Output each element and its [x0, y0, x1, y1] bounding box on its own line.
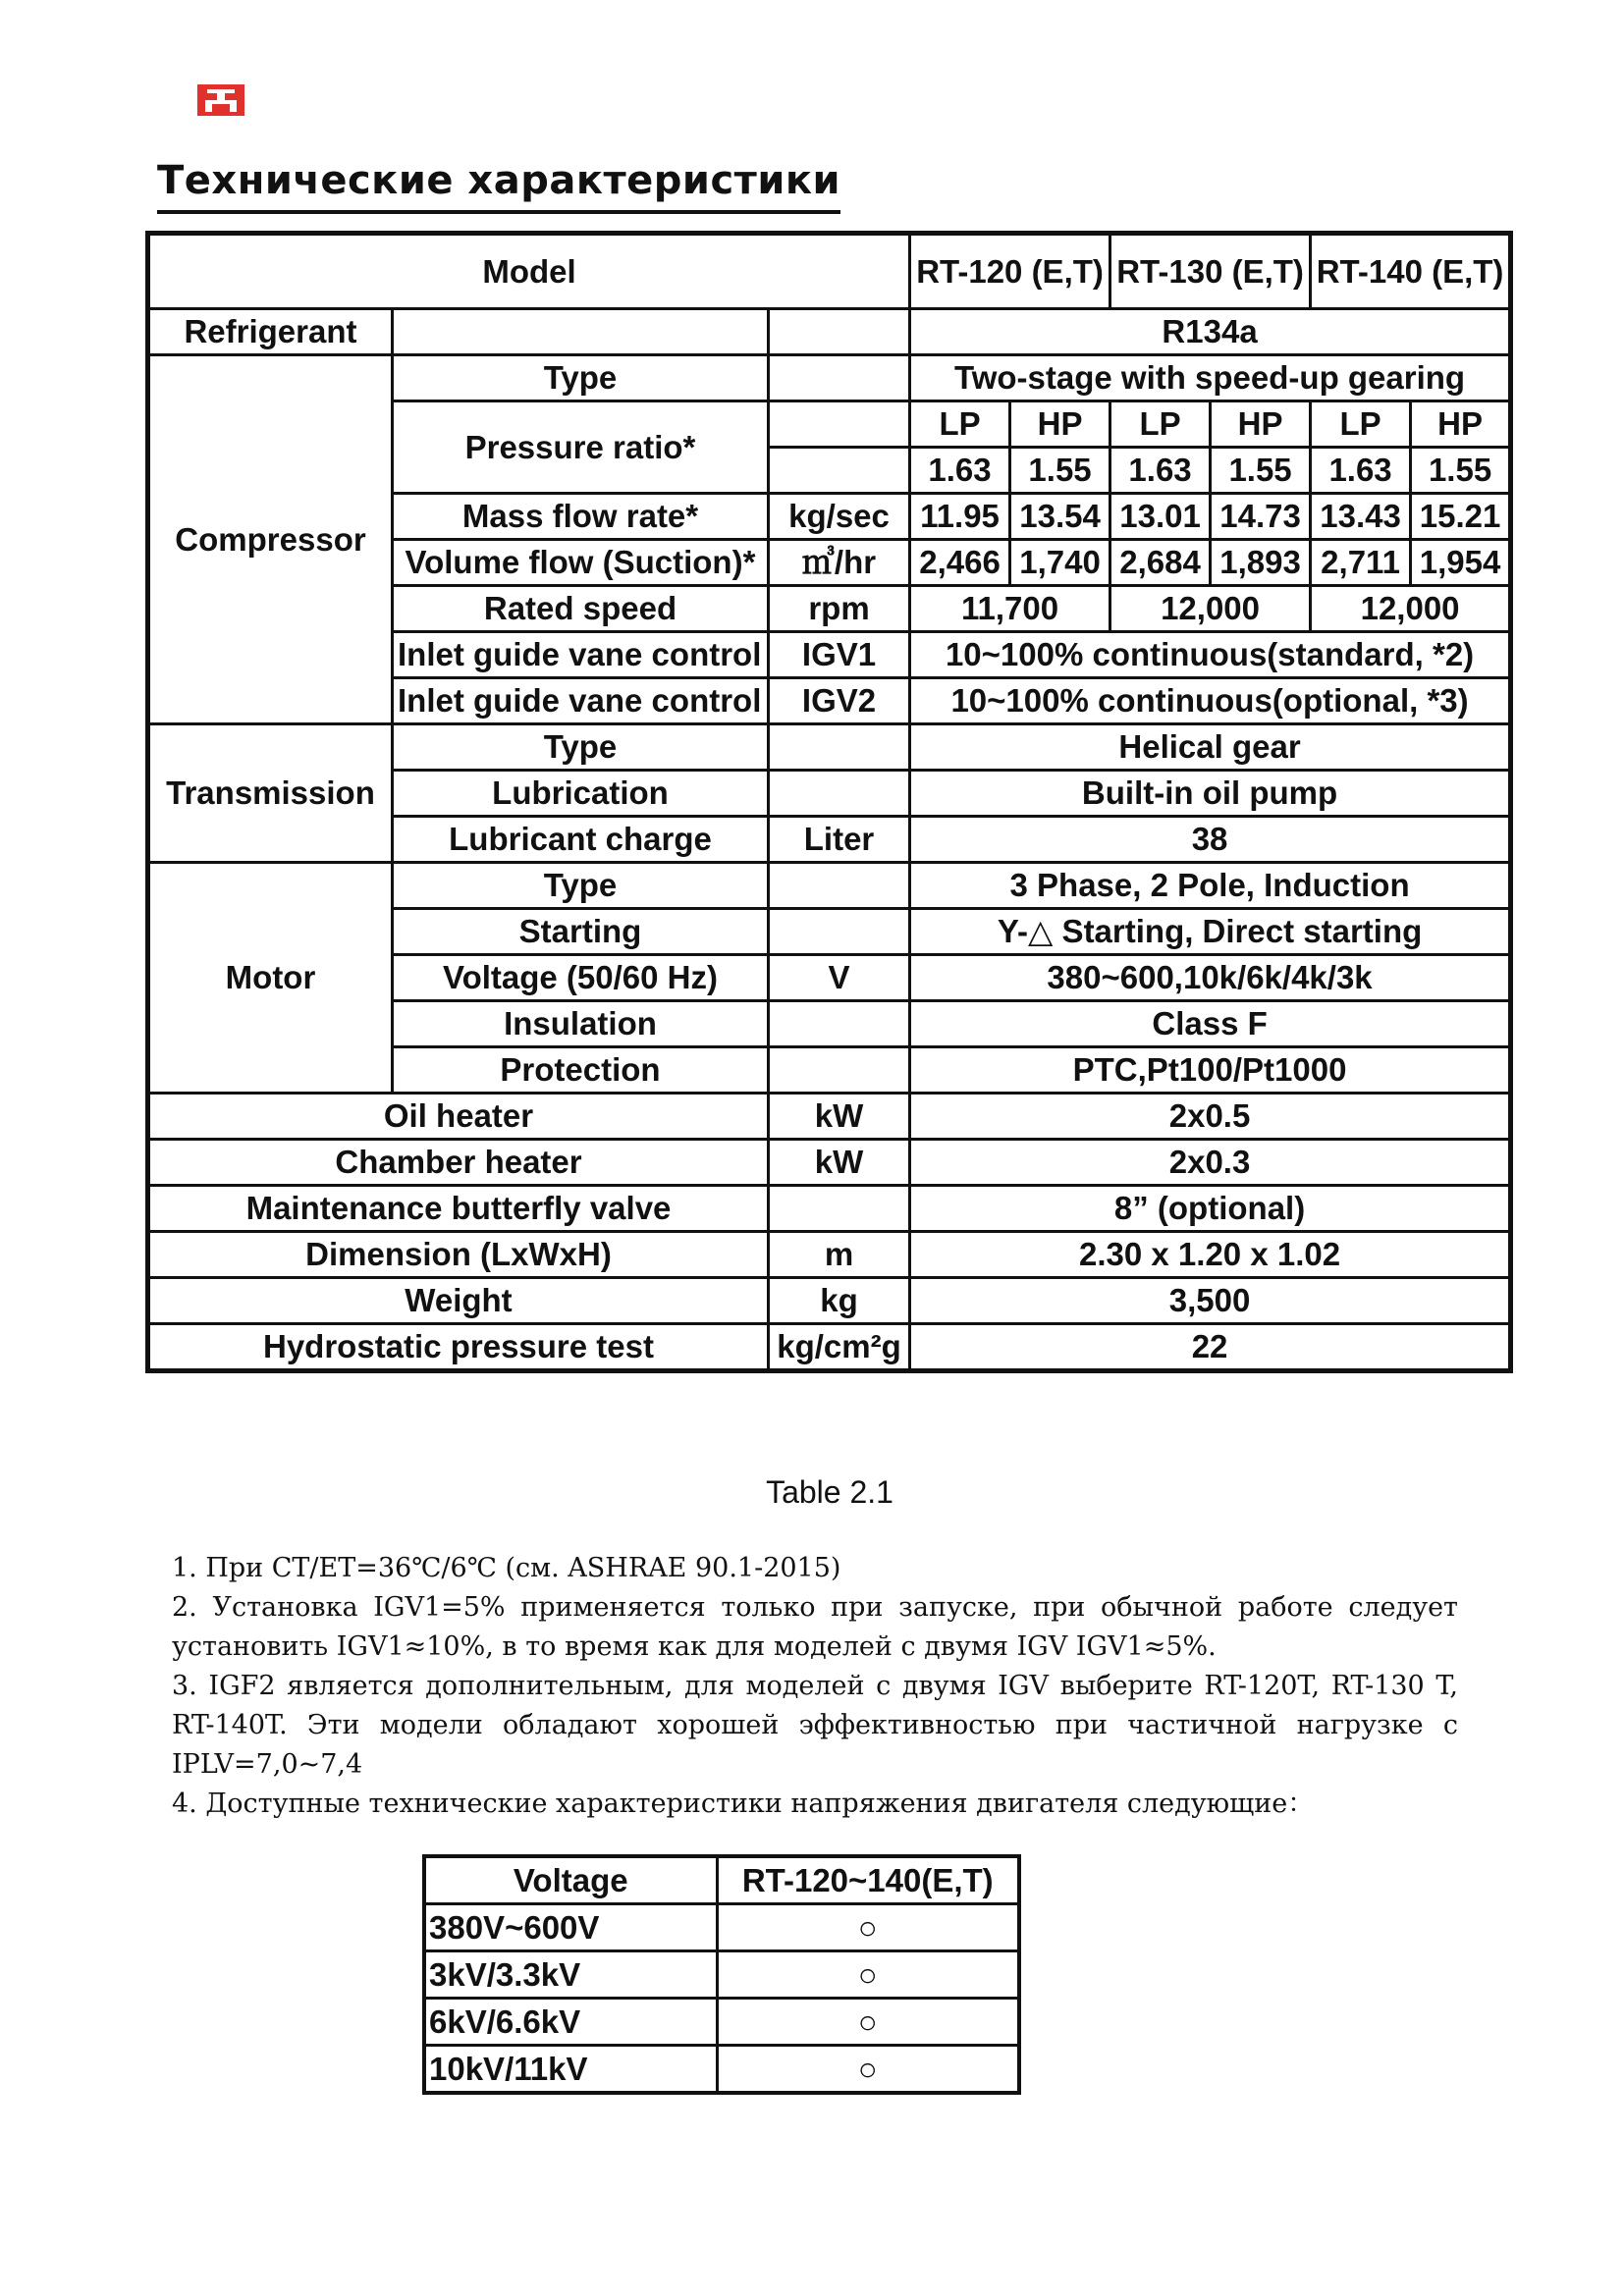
footnote: 1. При CT/ET=36℃/6℃ (см. ASHRAE 90.1-2015) — [172, 1553, 841, 1583]
footnote: 2. Установка IGV1=5% применяется только при запуске, при обычной работе следует установить IGV1≈10%, в то время как для моделей с двумя IGV IGV1≈5%. — [172, 1592, 1458, 1662]
oil-heater-value: 2x0.5 — [910, 1094, 1511, 1140]
table-row — [148, 1094, 1511, 1140]
insulation-value: Class F — [910, 1001, 1511, 1047]
voltage-table — [422, 1854, 1021, 2095]
availability-circle-icon: ○ — [717, 1904, 1019, 1951]
transmission-label: Transmission — [148, 724, 393, 863]
table-row — [424, 1951, 1019, 1999]
voltage-option: 6kV/6.6kV — [424, 1999, 717, 2046]
protection-label: Protection — [393, 1047, 769, 1094]
volume-flow-unit: ㎥/hr — [769, 540, 910, 586]
compressor-type-label: Type — [393, 355, 769, 401]
pressure-ratio-value: 1.63 — [910, 448, 1010, 494]
availability-circle-icon: ○ — [717, 1999, 1019, 2046]
availability-circle-icon: ○ — [717, 1951, 1019, 1999]
table-row — [424, 1856, 1019, 1904]
mass-flow-value: 13.43 — [1311, 494, 1411, 540]
refrigerant-label: Refrigerant — [148, 309, 393, 355]
table-row — [148, 863, 1511, 909]
table-row — [148, 724, 1511, 771]
model-rt-130: RT-130 (E,T) — [1110, 234, 1311, 309]
chamber-heater-unit: kW — [769, 1140, 910, 1186]
dimension-value: 2.30 x 1.20 x 1.02 — [910, 1232, 1511, 1278]
table-row — [148, 1232, 1511, 1278]
hydrostatic-unit: kg/cm²g — [769, 1324, 910, 1371]
volume-flow-label: Volume flow (Suction)* — [393, 540, 769, 586]
igv2-unit: IGV2 — [769, 678, 910, 724]
pressure-ratio-value: 1.63 — [1110, 448, 1211, 494]
footnote: 3. IGF2 является дополнительным, для моделей с двумя IGV выберите RT-120T, RT-130 T, RT-140T. Эти модели обладают хорошей эффективностью при частичной нагрузке с IPLV=7,0~7,4 — [172, 1671, 1458, 1780]
footnote: 4. Доступные технические характеристики напряжения двигателя следующие： — [172, 1789, 1315, 1819]
voltage-value: 380~600,10k/6k/4k/3k — [910, 955, 1511, 1001]
hydrostatic-value: 22 — [910, 1324, 1511, 1371]
table-row — [148, 234, 1511, 309]
rated-speed-value: 11,700 — [910, 586, 1110, 632]
compressor-label: Compressor — [148, 355, 393, 724]
rated-speed-label: Rated speed — [393, 586, 769, 632]
voltage-label: Voltage (50/60 Hz) — [393, 955, 769, 1001]
table-row — [148, 1324, 1511, 1371]
chamber-heater-label: Chamber heater — [148, 1140, 769, 1186]
refrigerant-value: R134a — [910, 309, 1511, 355]
transmission-type-value: Helical gear — [910, 724, 1511, 771]
motor-type-value: 3 Phase, 2 Pole, Induction — [910, 863, 1511, 909]
lp-header: LP — [910, 401, 1010, 448]
chamber-heater-value: 2x0.3 — [910, 1140, 1511, 1186]
rated-speed-value: 12,000 — [1311, 586, 1511, 632]
volume-flow-value: 2,684 — [1110, 540, 1211, 586]
rated-speed-value: 12,000 — [1110, 586, 1311, 632]
footnotes — [172, 1549, 1458, 1824]
lubricant-charge-value: 38 — [910, 817, 1511, 863]
volume-flow-value: 1,740 — [1010, 540, 1110, 586]
volume-flow-value: 1,954 — [1411, 540, 1511, 586]
igv1-label: Inlet guide vane control — [393, 632, 769, 678]
dimension-label: Dimension (LxWxH) — [148, 1232, 769, 1278]
volume-flow-value: 2,711 — [1311, 540, 1411, 586]
lubrication-value: Built-in oil pump — [910, 771, 1511, 817]
starting-label: Starting — [393, 909, 769, 955]
table-row — [424, 1904, 1019, 1951]
lubricant-charge-label: Lubricant charge — [393, 817, 769, 863]
protection-value: PTC,Pt100/Pt1000 — [910, 1047, 1511, 1094]
igv2-value: 10~100% continuous(optional, *3) — [910, 678, 1511, 724]
model-rt-140: RT-140 (E,T) — [1311, 234, 1511, 309]
mass-flow-label: Mass flow rate* — [393, 494, 769, 540]
hp-header: HP — [1411, 401, 1511, 448]
pressure-ratio-value: 1.55 — [1010, 448, 1110, 494]
starting-value: Y-△ Starting, Direct starting — [910, 909, 1511, 955]
hp-header: HP — [1211, 401, 1311, 448]
rated-speed-unit: rpm — [769, 586, 910, 632]
weight-value: 3,500 — [910, 1278, 1511, 1324]
igv1-unit: IGV1 — [769, 632, 910, 678]
mass-flow-unit: kg/sec — [769, 494, 910, 540]
lubricant-charge-unit: Liter — [769, 817, 910, 863]
igv2-label: Inlet guide vane control — [393, 678, 769, 724]
model-range-header: RT-120~140(E,T) — [717, 1856, 1019, 1904]
butterfly-valve-value: 8” (optional) — [910, 1186, 1511, 1232]
mass-flow-value: 13.54 — [1010, 494, 1110, 540]
table-row — [424, 1999, 1019, 2046]
mass-flow-value: 14.73 — [1211, 494, 1311, 540]
oil-heater-label: Oil heater — [148, 1094, 769, 1140]
volume-flow-value: 2,466 — [910, 540, 1010, 586]
voltage-option: 10kV/11kV — [424, 2046, 717, 2094]
voltage-header: Voltage — [424, 1856, 717, 1904]
motor-type-label: Type — [393, 863, 769, 909]
mass-flow-value: 15.21 — [1411, 494, 1511, 540]
lp-header: LP — [1311, 401, 1411, 448]
voltage-option: 3kV/3.3kV — [424, 1951, 717, 1999]
company-logo-icon — [197, 84, 244, 116]
mass-flow-value: 13.01 — [1110, 494, 1211, 540]
insulation-label: Insulation — [393, 1001, 769, 1047]
spec-table — [145, 231, 1513, 1373]
weight-label: Weight — [148, 1278, 769, 1324]
pressure-ratio-value: 1.63 — [1311, 448, 1411, 494]
table-caption: Table 2.1 — [766, 1474, 893, 1510]
volume-flow-value: 1,893 — [1211, 540, 1311, 586]
hydrostatic-label: Hydrostatic pressure test — [148, 1324, 769, 1371]
hp-header: HP — [1010, 401, 1110, 448]
model-rt-120: RT-120 (E,T) — [910, 234, 1110, 309]
igv1-value: 10~100% continuous(standard, *2) — [910, 632, 1511, 678]
table-row — [148, 1186, 1511, 1232]
page-title: Технические характеристики — [157, 155, 840, 214]
mass-flow-value: 11.95 — [910, 494, 1010, 540]
pressure-ratio-label: Pressure ratio* — [393, 401, 769, 494]
model-label: Model — [148, 234, 910, 309]
voltage-unit: V — [769, 955, 910, 1001]
transmission-type-label: Type — [393, 724, 769, 771]
table-row — [148, 309, 1511, 355]
weight-unit: kg — [769, 1278, 910, 1324]
pressure-ratio-value: 1.55 — [1211, 448, 1311, 494]
oil-heater-unit: kW — [769, 1094, 910, 1140]
lubrication-label: Lubrication — [393, 771, 769, 817]
voltage-option: 380V~600V — [424, 1904, 717, 1951]
lp-header: LP — [1110, 401, 1211, 448]
table-row — [148, 1140, 1511, 1186]
table-row — [424, 2046, 1019, 2094]
availability-circle-icon: ○ — [717, 2046, 1019, 2094]
table-row — [148, 355, 1511, 401]
table-row — [148, 1278, 1511, 1324]
compressor-type-value: Two-stage with speed-up gearing — [910, 355, 1511, 401]
dimension-unit: m — [769, 1232, 910, 1278]
pressure-ratio-value: 1.55 — [1411, 448, 1511, 494]
motor-label: Motor — [148, 863, 393, 1094]
butterfly-valve-label: Maintenance butterfly valve — [148, 1186, 769, 1232]
